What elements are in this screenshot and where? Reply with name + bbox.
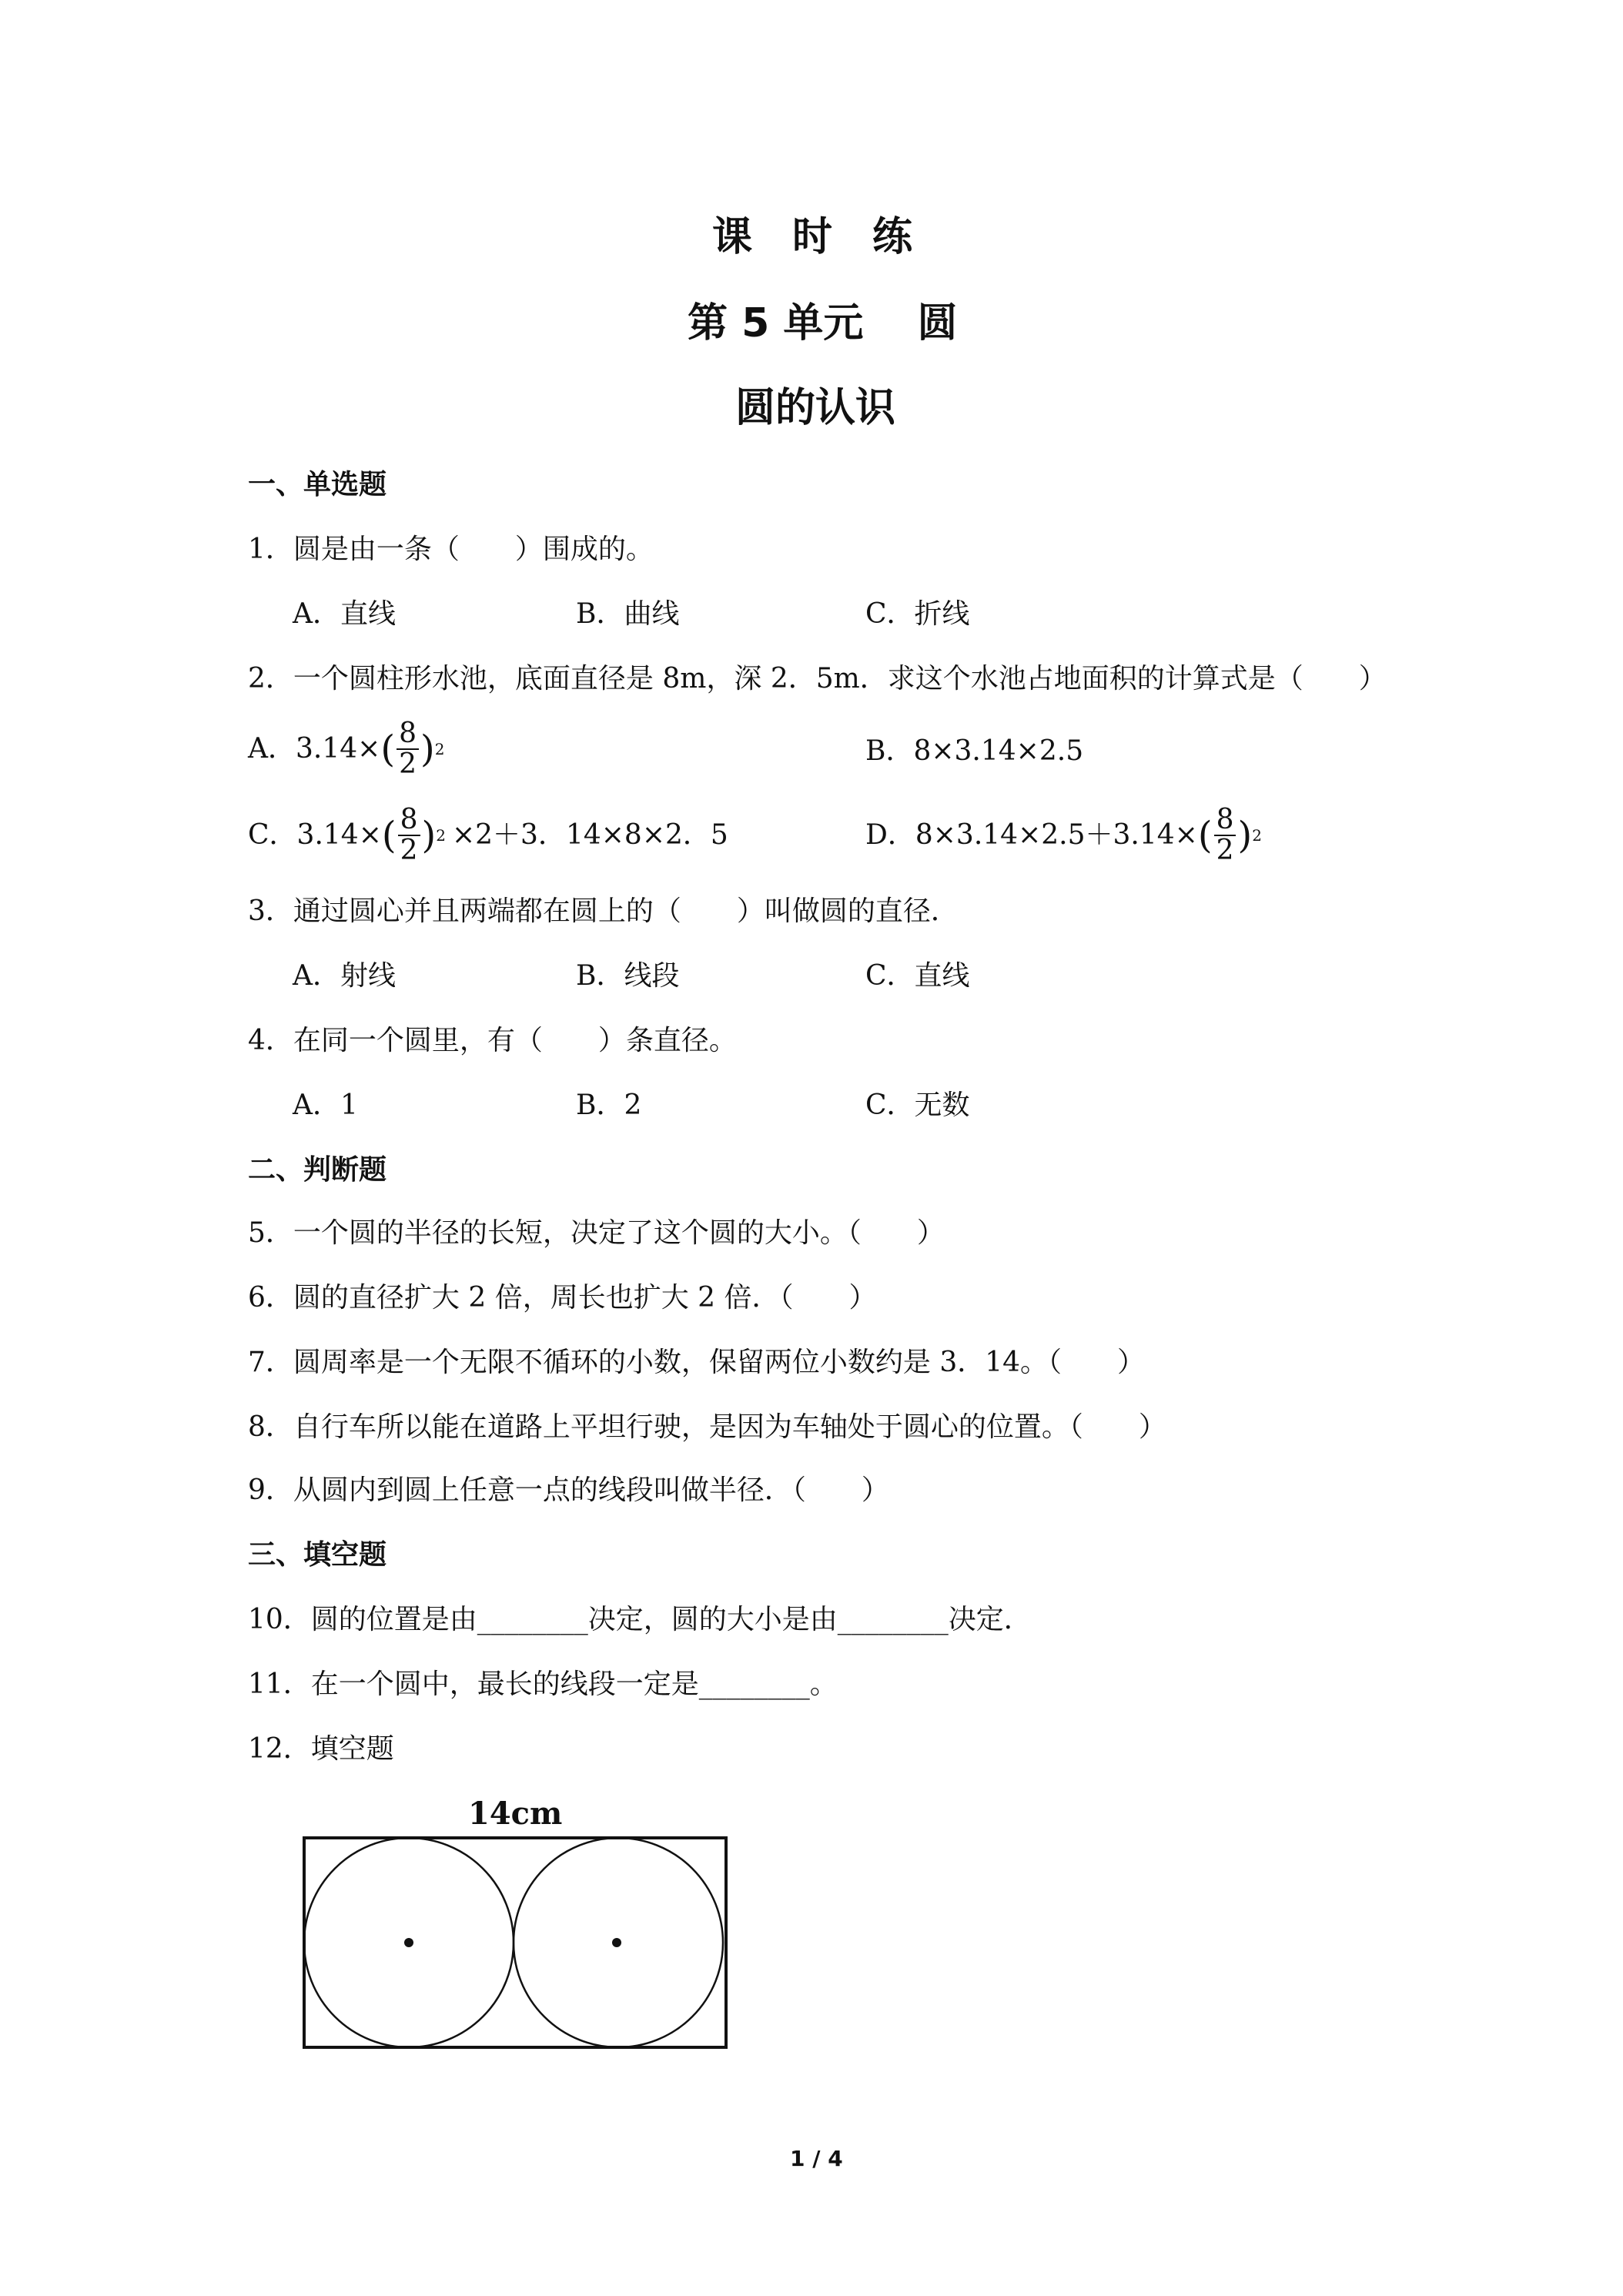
q2-option-d-prefix: D．8×3.14×2.5＋3.14× [865, 818, 1198, 851]
q2-option-a-prefix: A．3.14× [248, 732, 381, 765]
rectangle [304, 1838, 726, 2047]
unit-title: 第 5 单元 圆 [688, 300, 958, 346]
q2-option-a [248, 719, 444, 779]
question-5: 5．一个圆的半径的长短，决定了这个圆的大小。（ ） [248, 1217, 945, 1249]
q2-option-c [248, 805, 728, 865]
q3-option-b: B．线段 [576, 960, 680, 992]
fraction-numerator: 8 [397, 719, 419, 750]
close-paren: ) [420, 727, 435, 771]
q1-option-b: B．曲线 [576, 598, 680, 630]
question-9: 9．从圆内到圆上任意一点的线段叫做半径．（ ） [248, 1474, 889, 1506]
close-paren: ) [1237, 813, 1253, 857]
question-1: 1．圆是由一条（ ）围成的。 [248, 534, 654, 565]
question-4: 4．在同一个圆里，有（ ）条直径。 [248, 1025, 737, 1056]
q1-option-a: A．直线 [293, 598, 396, 630]
exponent: 2 [434, 739, 445, 758]
question-3: 3．通过圆心并且两端都在圆上的（ ）叫做圆的直径． [248, 895, 959, 927]
right-center-dot [612, 1938, 621, 1947]
question-8: 8．自行车所以能在道路上平坦行驶，是因为车轴处于圆心的位置。（ ） [248, 1411, 1166, 1443]
fraction-denominator: 2 [400, 834, 418, 866]
q3-option-c: C．直线 [865, 960, 970, 992]
open-paren: ( [380, 727, 396, 771]
page-number: 1 / 4 [790, 2146, 843, 2171]
section-heading-true-false: 二、判断题 [248, 1154, 387, 1186]
question-2: 2．一个圆柱形水池，底面直径是 8m，深 2．5m．求这个水池占地面积的计算式是（ ） [248, 663, 1387, 694]
question-10: 10．圆的位置是由________决定，圆的大小是由________决定． [248, 1604, 1032, 1635]
q2-option-c-suffix: ×2＋3．14×8×2．5 [451, 818, 728, 851]
fraction-numerator: 8 [398, 805, 420, 836]
fraction-denominator: 2 [399, 748, 417, 780]
section-heading-single-choice: 一、单选题 [248, 469, 387, 500]
question-12: 12．填空题 [248, 1733, 394, 1765]
fraction [398, 805, 420, 865]
open-paren: ( [1197, 813, 1213, 857]
q4-option-b: B．2 [576, 1089, 642, 1121]
exponent: 2 [436, 825, 446, 845]
open-paren: ( [381, 813, 397, 857]
q4-option-a: A．1 [293, 1089, 358, 1121]
exponent: 2 [1252, 825, 1262, 845]
q4-option-c: C．无数 [865, 1089, 970, 1121]
fraction-numerator: 8 [1214, 805, 1236, 836]
fraction [1214, 805, 1236, 865]
lesson-title: 圆的认识 [735, 385, 896, 431]
fraction [397, 719, 419, 779]
q3-option-a: A．射线 [293, 960, 396, 992]
close-paren: ) [421, 813, 437, 857]
question-6: 6．圆的直径扩大 2 倍，周长也扩大 2 倍．（ ） [248, 1282, 877, 1314]
question-7: 7．圆周率是一个无限不循环的小数，保留两位小数约是 3．14。（ ） [248, 1347, 1146, 1378]
fraction-denominator: 2 [1216, 834, 1234, 866]
q2-option-c-prefix: C．3.14× [248, 818, 382, 851]
left-center-dot [404, 1938, 413, 1947]
section-heading-fill-in: 三、填空题 [248, 1539, 387, 1571]
q2-option-d [865, 805, 1262, 865]
q2-option-b: B．8×3.14×2.5 [865, 735, 1084, 767]
q1-option-c: C．折线 [865, 598, 970, 630]
question-11: 11．在一个圆中，最长的线段一定是________。 [248, 1668, 838, 1700]
page-title: 课 时 练 [712, 214, 913, 260]
two-circles-in-rectangle-figure [302, 1836, 728, 2050]
figure-label: 14cm [468, 1796, 563, 1832]
